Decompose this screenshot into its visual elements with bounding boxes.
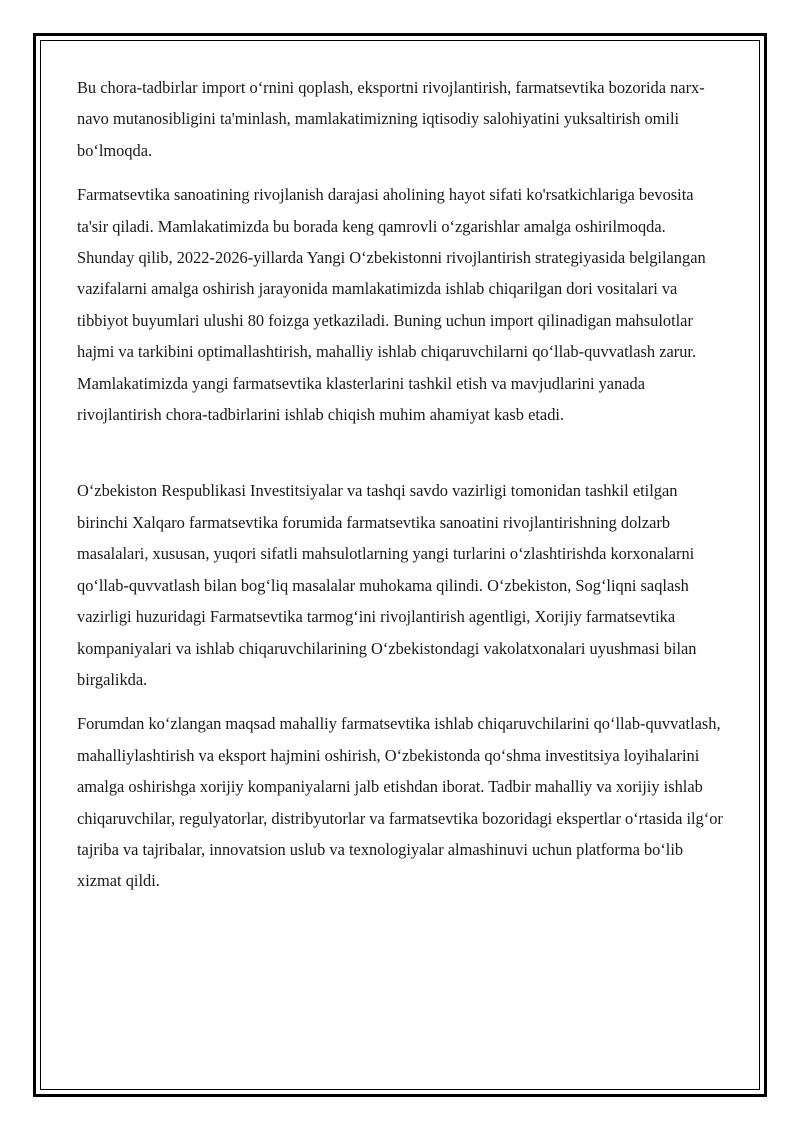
document-body [77, 72, 727, 897]
paragraph-forum-goals: Forumdan ko‘zlangan maqsad mahalliy farmatsevtika ishlab chiqaruvchilarini qo‘llab-quvvatlash, mahalliylashtirish va eksport hajmini oshirish, O‘zbekistonda qo‘shma investitsiya loyihalarini amalga oshirishga xorijiy kompaniyalarni jalb etishdan iborat. Tadbir mahalliy va xorijiy ishlab chiqaruvchilar, regulyatorlar, distribyutorlar va farmatsevtika bozoridagi ekspertlar o‘rtasida ilg‘or tajriba va tajribalar, innovatsion uslub va texnologiyalar almashinuvi uchun platforma bo‘lib xizmat qildi. [77, 714, 723, 891]
paragraph-import-substitution: Bu chora-tadbirlar import o‘rnini qoplash, eksportni rivojlantirish, farmatsevtika bozorida narx-navo mutanosibligini ta'minlash, mamlakatimizning iqtisodiy salohiyatini yuksaltirish omili bo‘lmoqda. [77, 78, 705, 160]
paragraph-international-pharma-forum: O‘zbekiston Respublikasi Investitsiyalar va tashqi savdo vazirligi tomonidan tashkil etilgan birinchi Xalqaro farmatsevtika forumida farmatsevtika sanoatini rivojlantirishning dolzarb masalalari, xususan, yuqori sifatli mahsulotlarning yangi turlarini o‘zlashtirishda korxonalarni qo‘llab-quvvatlash bilan bog‘liq masalalar muhokama qilindi. O‘zbekiston, Sog‘liqni saqlash vazirligi huzuridagi Farmatsevtika tarmog‘ini rivojlantirish agentligi, Xorijiy farmatsevtika kompaniyalari va ishlab chiqaruvchilarining O‘zbekistondagi vakolatxonalari uyushmasi bilan birgalikda. [77, 481, 697, 689]
paragraph-pharma-industry-development: Farmatsevtika sanoatining rivojlanish darajasi aholining hayot sifati ko'rsatkichlariga bevosita ta'sir qiladi. Mamlakatimizda bu borada keng qamrovli o‘zgarishlar amalga oshirilmoqda. Shunday qilib, 2022-2026-yillarda Yangi O‘zbekistonni rivojlantirish strategiyasida belgilangan vazifalarni amalga oshirish jarayonida mamlakatimizda ishlab chiqarilgan dori vositalari va tibbiyot buyumlari ulushi 80 foizga yetkaziladi. Buning uchun import qilinadigan mahsulotlar hajmi va tarkibini optimallashtirish, mahalliy ishlab chiqaruvchilarni qo‘llab-quvvatlash zarur. Mamlakatimizda yangi farmatsevtika klasterlarini tashkil etish va mavjudlarini yanada rivojlantirish chora-tadbirlarini ishlab chiqish muhim ahamiyat kasb etadi. [77, 185, 706, 425]
